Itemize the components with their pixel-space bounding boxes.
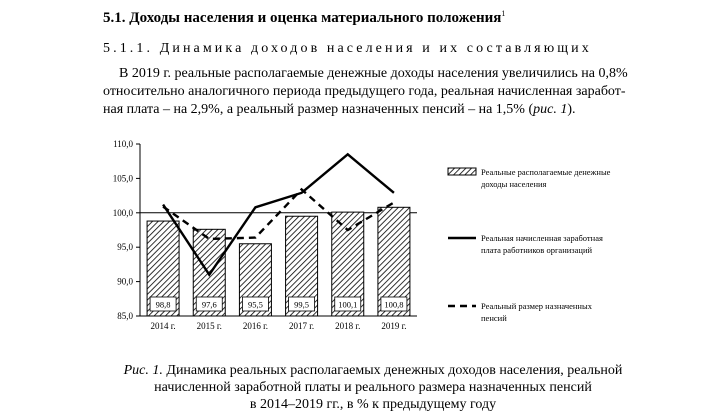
bar-value-label: 100,1	[338, 299, 358, 310]
bar-value-label: 95,5	[247, 299, 263, 310]
caption-line-3: в 2014–2019 гг., в % к предыдущему году	[249, 397, 497, 412]
paragraph-line-2: относительно аналогичного периода предыдущего года, реальная начисленная заработ-	[103, 84, 626, 99]
y-tick-label: 110,0	[113, 139, 133, 149]
legend-label: Реальная начисленная заработная	[481, 233, 603, 243]
section-title	[103, 9, 505, 27]
caption-figure-label: Рис. 1.	[123, 363, 163, 378]
income-chart	[0, 130, 710, 348]
caption-line-1	[103, 362, 643, 379]
x-tick-label: 2016 г.	[242, 321, 269, 331]
paragraph-line-3	[103, 101, 643, 119]
paragraph-line-1: В 2019 г. реальные располагаемые денежные доходы населения увеличились на 0,8%	[119, 66, 628, 81]
paragraph-line-3-tail: ).	[567, 102, 576, 117]
y-tick-label: 85,0	[117, 311, 133, 321]
x-tick-label: 2017 г.	[288, 321, 315, 331]
y-tick-label: 100,0	[112, 207, 133, 218]
bar-value-label: 100,8	[384, 299, 404, 310]
y-tick-label: 90,0	[117, 276, 133, 287]
body-paragraph	[103, 65, 643, 119]
x-tick-label: 2018 г.	[335, 321, 361, 331]
x-tick-label: 2015 г.	[196, 321, 222, 331]
figure-caption	[103, 362, 643, 413]
bar-value-label: 97,6	[201, 299, 217, 310]
bar-labels	[150, 297, 407, 311]
legend-label: Реальные располагаемые денежные	[481, 167, 611, 177]
bar-value-label: 99,5	[294, 299, 310, 310]
y-tick-label: 95,0	[117, 242, 133, 253]
paragraph-line-3-text: ная плата – на 2,9%, а реальный размер назначенных пенсий – на 1,5% (	[103, 102, 534, 117]
chart-legend	[448, 167, 611, 323]
caption-line-1-text: Динамика реальных располагаемых денежных доходов населения, реальной	[162, 363, 623, 378]
x-tick-label: 2019 г.	[381, 321, 407, 331]
x-tick-label: 2014 г.	[150, 321, 176, 331]
legend-label: доходы населения	[481, 179, 547, 189]
subsection-title: 5.1.1. Динамика доходов населения и их составляющих	[103, 41, 592, 56]
footnote-mark[interactable]: 1	[501, 9, 506, 18]
legend-label: пенсий	[481, 313, 507, 323]
legend-swatch-bars	[448, 168, 476, 175]
section-title-text: 5.1. Доходы населения и оценка материального положения	[103, 10, 502, 26]
y-tick-label: 105,0	[112, 173, 133, 184]
legend-label: Реальный размер назначенных	[481, 301, 592, 311]
legend-label: плата работников организаций	[481, 245, 593, 255]
caption-line-2: начисленной заработной платы и реального размера назначенных пенсий	[154, 380, 592, 395]
bar-value-label: 98,8	[155, 299, 171, 310]
figure-reference[interactable]: рис. 1	[533, 102, 568, 117]
